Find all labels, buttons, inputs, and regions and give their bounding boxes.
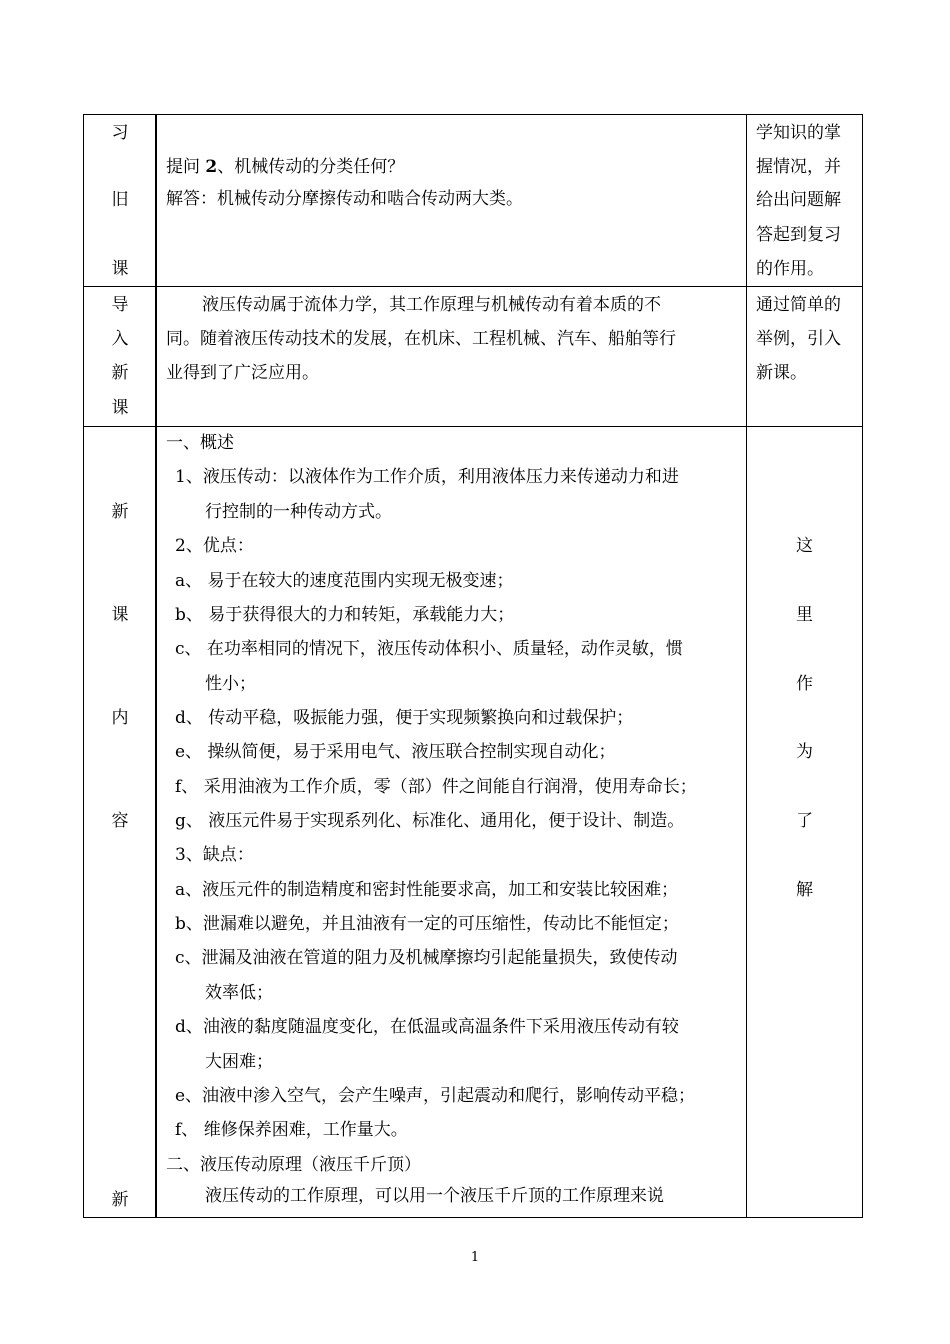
list-item-continuation: 效率低； <box>205 983 273 1003</box>
note-line: 学知识的掌 <box>756 123 841 143</box>
section-heading: 二、液压传动原理（液压千斤顶） <box>166 1155 421 1175</box>
note-line: 新课。 <box>756 363 807 383</box>
list-item-continuation: 性小； <box>205 674 256 694</box>
table-border-right <box>862 114 863 1218</box>
row-label-char: 新 <box>111 363 129 383</box>
note-char: 了 <box>796 811 813 831</box>
list-item: b、泄漏难以避免，并且油液有一定的可压缩性，传动比不能恒定； <box>175 914 679 934</box>
list-item: c、 在功率相同的情况下，液压传动体积小、质量轻，动作灵敏，惯 <box>175 639 683 659</box>
paragraph-line: 业得到了广泛应用。 <box>166 363 319 383</box>
note-char: 作 <box>796 674 813 694</box>
row-label-char: 课 <box>111 398 129 418</box>
note-line: 答起到复习 <box>756 225 841 245</box>
answer-line: 解答：机械传动分摩擦传动和啮合传动两大类。 <box>166 189 523 209</box>
page-number: 1 <box>470 1250 480 1265</box>
paragraph-line: 液压传动属于流体力学，其工作原理与机械传动有着本质的不 <box>202 295 661 315</box>
row-label-char: 课 <box>111 605 129 625</box>
list-item: f、 采用油液为工作介质，零（部）件之间能自行润滑，使用寿命长； <box>175 777 697 797</box>
row-label-char: 容 <box>111 811 129 831</box>
row-label-char: 新 <box>111 502 129 522</box>
note-char: 这 <box>796 536 813 556</box>
note-char: 里 <box>796 605 813 625</box>
row-label-char: 习 <box>111 123 129 143</box>
content-line: 行控制的一种传动方式。 <box>205 502 392 522</box>
row-label-char: 新 <box>111 1190 129 1210</box>
list-item: d、油液的黏度随温度变化，在低温或高温条件下采用液压传动有较 <box>175 1017 679 1037</box>
list-item: a、 易于在较大的速度范围内实现无极变速； <box>175 571 514 591</box>
content-line: 1、液压传动：以液体作为工作介质，利用液体压力来传递动力和进 <box>175 467 679 487</box>
note-char: 解 <box>796 880 813 900</box>
list-item: a、液压元件的制造精度和密封性能要求高，加工和安装比较困难； <box>175 880 679 900</box>
note-line: 握情况，并 <box>756 157 841 177</box>
list-item: g、 液压元件易于实现系列化、标准化、通用化，便于设计、制造。 <box>175 811 685 831</box>
paragraph-line: 同。随着液压传动技术的发展，在机床、工程机械、汽车、船舶等行 <box>166 329 676 349</box>
note-char: 为 <box>796 742 813 762</box>
list-item: b、 易于获得很大的力和转矩，承载能力大； <box>175 605 515 625</box>
note-column-divider <box>746 114 747 1218</box>
row-label-char: 入 <box>111 329 129 349</box>
section-heading: 一、概述 <box>166 433 234 453</box>
table-border-left <box>83 114 84 1218</box>
label-column-divider <box>155 114 157 1218</box>
row-label-char: 旧 <box>111 190 129 210</box>
paragraph-line: 液压传动的工作原理，可以用一个液压千斤顶的工作原理来说 <box>205 1186 664 1206</box>
note-line: 通过简单的 <box>756 295 841 315</box>
list-item: d、 传动平稳，吸振能力强，便于实现频繁换向和过载保护； <box>175 708 634 728</box>
note-line: 的作用。 <box>756 259 824 279</box>
row-label-char: 课 <box>111 259 129 279</box>
row-label-char: 导 <box>111 295 129 315</box>
list-item-continuation: 大困难； <box>205 1052 273 1072</box>
note-line: 给出问题解 <box>756 190 841 210</box>
subsection-heading: 3、缺点： <box>175 845 254 865</box>
note-line: 举例，引入 <box>756 329 841 349</box>
question-line: 提问 2、机械传动的分类任何？ <box>166 157 405 177</box>
row-label-char: 内 <box>111 708 129 728</box>
list-item: e、油液中渗入空气，会产生噪声，引起震动和爬行，影响传动平稳； <box>175 1086 696 1106</box>
subsection-heading: 2、优点： <box>175 536 254 556</box>
list-item: f、 维修保养困难，工作量大。 <box>175 1120 408 1140</box>
list-item: e、 操纵简便，易于采用电气、液压联合控制实现自动化； <box>175 742 616 762</box>
list-item: c、泄漏及油液在管道的阻力及机械摩擦均引起能量损失，致使传动 <box>175 948 678 968</box>
